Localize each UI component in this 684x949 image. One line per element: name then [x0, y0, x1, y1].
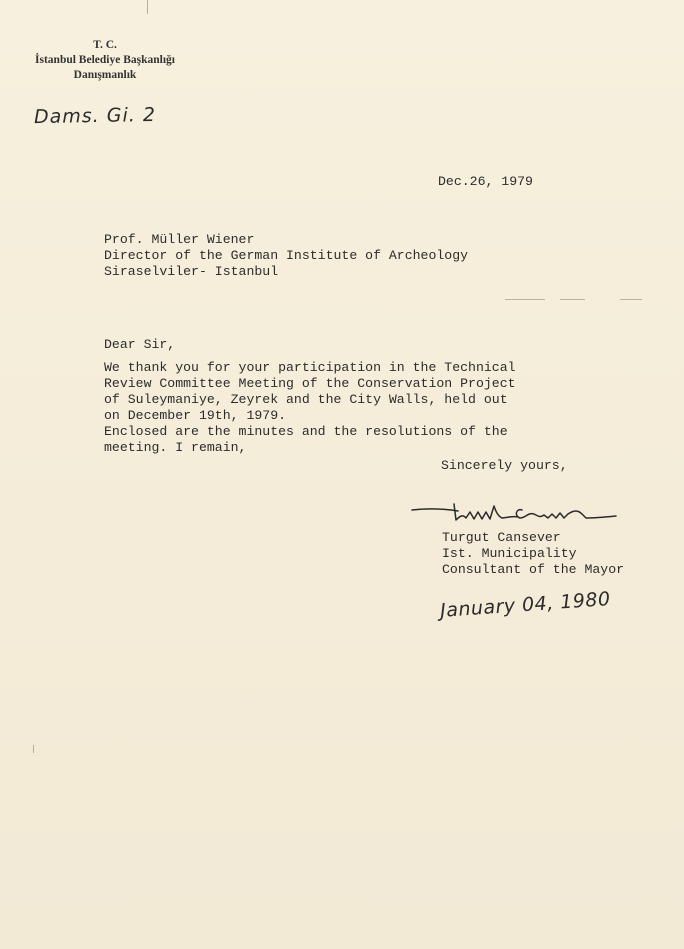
recipient-block — [104, 232, 468, 280]
signer-block — [442, 530, 624, 578]
signer-name: Turgut Cansever — [442, 530, 561, 545]
handwritten-date: January 04, 1980 — [439, 588, 612, 622]
body-line: We thank you for your participation in the Technical — [104, 360, 516, 375]
faint-rule — [620, 299, 642, 300]
letterhead-line-2: İstanbul Belediye Başkanlığı — [35, 54, 175, 66]
recipient-title: Director of the German Institute of Archeology — [104, 248, 469, 263]
recipient-address: Siraselviler- Istanbul — [104, 264, 279, 279]
body-line: on December 19th, 1979. — [104, 408, 287, 423]
faint-rule — [505, 299, 545, 300]
letterhead-line-3: Danışmanlık — [73, 69, 137, 81]
signer-title: Consultant of the Mayor — [442, 562, 625, 577]
body-line: Enclosed are the minutes and the resolutions of the — [104, 424, 508, 439]
margin-mark — [33, 745, 34, 753]
signature — [410, 500, 620, 530]
margin-mark — [147, 0, 148, 14]
letter-date: Dec.26, 1979 — [438, 174, 533, 189]
letterhead-line-1: T. C. — [93, 39, 117, 51]
body-line: meeting. I remain, — [104, 440, 247, 455]
salutation: Dear Sir, — [104, 337, 176, 352]
closing: Sincerely yours, — [441, 458, 568, 473]
body-line: Review Committee Meeting of the Conservation Project — [104, 376, 516, 391]
faint-rule — [560, 299, 585, 300]
handwritten-reference: Dams. Gi. 2 — [33, 103, 157, 129]
letter-body — [104, 360, 516, 456]
recipient-name: Prof. Müller Wiener — [104, 232, 255, 247]
letterhead — [30, 38, 180, 83]
body-line: of Suleymaniye, Zeyrek and the City Walls, held out — [104, 392, 508, 407]
signer-institution: Ist. Municipality — [442, 546, 577, 561]
